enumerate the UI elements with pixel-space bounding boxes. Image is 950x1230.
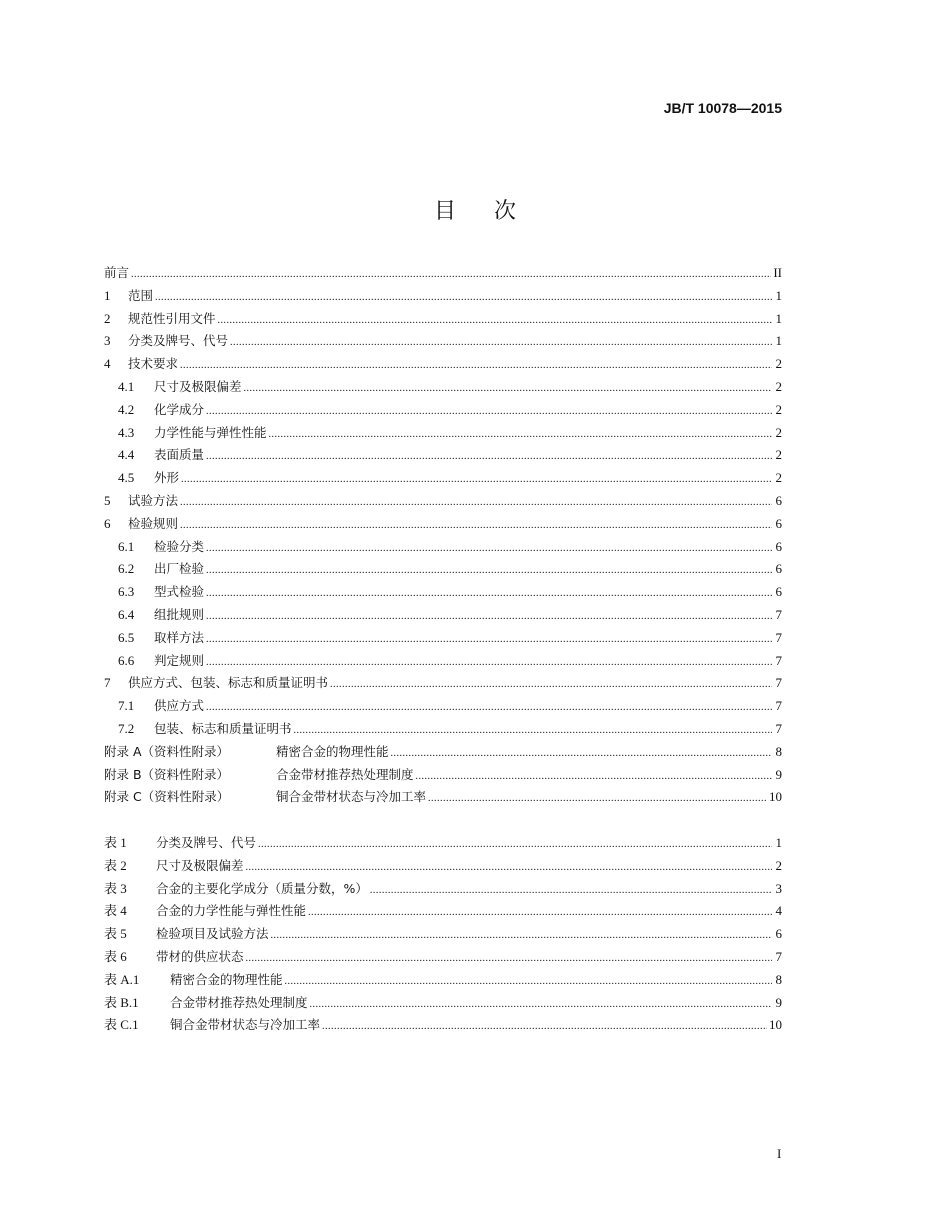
contents-list [104,262,782,809]
toc-entry[interactable] [104,786,782,809]
entry-title: 精密合金的物理性能 [276,743,389,759]
table-list-entry[interactable] [104,900,782,923]
entry-number: 6.1 [118,538,135,554]
dot-leader [370,878,772,903]
dot-leader [330,672,772,697]
entry-title: 铜合金带材状态与冷加工率 [170,1017,321,1033]
entry-page: 8 [775,971,782,987]
dot-leader [206,604,772,629]
entry-number: 4.2 [118,401,135,417]
entry-title: 合金的主要化学成分（质量分数，%） [156,880,368,896]
toc-entry[interactable] [104,672,782,695]
dot-leader [269,422,772,447]
entry-page: 6 [775,492,782,508]
toc-entry[interactable] [104,718,782,741]
entry-number: 4.4 [118,447,135,463]
entry-number: 表 3 [104,880,127,896]
entry-number: 7 [104,675,111,691]
dot-leader [285,969,772,994]
entry-title: 检验项目及试验方法 [156,926,269,942]
entry-number: 6 [104,515,111,531]
page-number: I [777,1146,782,1161]
entry-number: 4 [104,356,111,372]
entry-title: 化学成分 [154,401,205,417]
entry-number: 表 2 [104,857,127,873]
entry-title: 尺寸及极限偏差 [156,857,244,873]
entry-title: 判定规则 [154,652,205,668]
entry-title: 供应方式、包装、标志和质量证明书 [128,675,329,691]
toc-entry[interactable] [104,513,782,536]
toc-entry[interactable] [104,308,782,331]
table-list-entry[interactable] [104,923,782,946]
dot-leader [180,353,772,378]
entry-number: 附录 A（资料性附录） [104,743,230,759]
entry-title: 合金带材推荐热处理制度 [276,766,414,782]
entry-page: 2 [775,424,782,440]
entry-page: II [773,265,782,280]
dot-leader [206,627,772,652]
dot-leader [258,832,772,857]
toc-entry[interactable] [104,444,782,467]
entry-title: 出厂检验 [154,561,205,577]
entry-number: 1 [104,287,111,303]
entry-title: 表面质量 [154,447,205,463]
entry-number: 表 6 [104,948,127,964]
toc-entry[interactable] [104,353,782,376]
entry-page: 1 [775,333,782,349]
dot-leader [271,923,772,948]
entry-page: 3 [775,880,782,896]
entry-title: 分类及牌号、代号 [128,333,229,349]
dot-leader [416,764,772,789]
toc-entry[interactable] [104,536,782,559]
standard-code-header: JB/T 10078—2015 [663,100,782,116]
entry-page: 2 [775,356,782,372]
entry-number: 6.5 [118,629,135,645]
entry-page: 2 [775,447,782,463]
entry-page: 10 [769,1017,782,1033]
entry-title: 技术要求 [128,356,179,372]
entry-number: 6.3 [118,584,135,600]
entry-title: 型式检验 [154,584,205,600]
entry-page: 9 [775,994,782,1010]
entry-page: 4 [775,903,782,919]
dot-leader [180,490,772,515]
entry-number: 6.2 [118,561,135,577]
table-list-entry[interactable] [104,878,782,901]
toc-entry[interactable] [104,262,782,285]
entry-page: 7 [775,652,782,668]
entry-page: 9 [775,766,782,782]
entry-title: 检验规则 [128,515,179,531]
entry-page: 7 [775,720,782,736]
table-list-entry[interactable] [104,855,782,878]
entry-title: 取样方法 [154,629,205,645]
dot-leader [246,946,772,971]
toc-entry[interactable] [104,650,782,673]
entry-title: 包装、标志和质量证明书 [154,720,292,736]
entry-number: 4.3 [118,424,135,440]
entry-number: 4.1 [118,378,135,394]
entry-page: 1 [775,310,782,326]
dot-leader [246,855,772,880]
entry-page: 2 [775,378,782,394]
toc-entry[interactable] [104,604,782,627]
entry-number: 表 B.1 [104,994,139,1010]
toc-entry[interactable] [104,422,782,445]
toc-entry[interactable] [104,330,782,353]
entry-page: 10 [769,789,782,805]
table-list-entry[interactable] [104,969,782,992]
dot-leader [244,376,772,401]
entry-page: 6 [775,538,782,554]
table-list-entry[interactable] [104,992,782,1015]
dot-leader [206,695,772,720]
entry-page: 1 [775,835,782,850]
dot-leader [322,1014,767,1039]
dot-leader [206,444,772,469]
entry-title: 分类及牌号、代号 [156,835,257,850]
entry-number: 附录 C（资料性附录） [104,789,230,805]
entry-number: 4.5 [118,470,135,486]
entry-title: 供应方式 [154,698,205,714]
toc-entry[interactable] [104,695,782,718]
toc-entry[interactable] [104,581,782,604]
entry-page: 7 [775,629,782,645]
entry-title: 范围 [128,287,154,303]
dot-leader [181,467,772,492]
entry-title: 力学性能与弹性性能 [154,424,267,440]
dot-leader [155,285,772,310]
entry-title: 尺寸及极限偏差 [154,378,242,394]
entry-page: 1 [775,287,782,303]
dot-leader [206,558,772,583]
entry-number: 3 [104,333,111,349]
dot-leader [310,992,772,1017]
toc-entry[interactable] [104,741,782,764]
table-list-entry[interactable] [104,946,782,969]
entry-number: 6.6 [118,652,135,668]
toc-entry[interactable] [104,467,782,490]
entry-number: 6.4 [118,606,135,622]
entry-page: 7 [775,948,782,964]
entry-title: 合金的力学性能与弹性性能 [156,903,307,919]
dot-leader [218,308,772,333]
entry-page: 7 [775,675,782,691]
entry-title: 铜合金带材状态与冷加工率 [276,789,427,805]
toc-entry[interactable] [104,490,782,513]
dot-leader [180,513,772,538]
entry-number: 表 1 [104,835,127,850]
dot-leader [308,900,772,925]
entry-title: 合金带材推荐热处理制度 [170,994,308,1010]
entry-page: 7 [775,698,782,714]
toc-entry[interactable] [104,558,782,581]
entry-page: 2 [775,470,782,486]
toc-entry[interactable] [104,399,782,422]
entry-page: 6 [775,926,782,942]
entry-page: 8 [775,743,782,759]
entry-page: 2 [775,401,782,417]
entry-number: 表 A.1 [104,971,140,987]
toc-entry[interactable] [104,764,782,787]
tables-list [104,832,782,1037]
dot-leader [131,262,771,287]
entry-page: 6 [775,515,782,531]
entry-title: 组批规则 [154,606,205,622]
toc-entry[interactable] [104,627,782,650]
dot-leader [391,741,772,766]
entry-title: 试验方法 [128,492,179,508]
dot-leader [206,650,772,675]
dot-leader [206,581,772,606]
table-list-entry[interactable] [104,832,782,855]
page-title: 目次 [433,199,554,224]
dot-leader [206,536,772,561]
entry-number: 表 5 [104,926,127,942]
dot-leader [428,786,767,811]
dot-leader [206,399,772,424]
entry-number: 2 [104,310,111,326]
toc-entry[interactable] [104,376,782,399]
entry-number: 附录 B（资料性附录） [104,766,230,782]
table-list-entry[interactable] [104,1014,782,1037]
dot-leader [294,718,772,743]
entry-number: 5 [104,492,111,508]
entry-page: 6 [775,561,782,577]
entry-title: 精密合金的物理性能 [170,971,283,987]
entry-title: 检验分类 [154,538,205,554]
entry-page: 6 [775,584,782,600]
dot-leader [230,330,772,355]
entry-number: 7.2 [118,720,135,736]
toc-entry[interactable] [104,285,782,308]
entry-title: 规范性引用文件 [128,310,216,326]
entry-title: 外形 [154,470,180,486]
entry-page: 2 [775,857,782,873]
entry-title: 前言 [104,265,130,280]
entry-title: 带材的供应状态 [156,948,244,964]
entry-page: 7 [775,606,782,622]
entry-number: 表 C.1 [104,1017,139,1033]
entry-number: 7.1 [118,698,135,714]
entry-number: 表 4 [104,903,127,919]
